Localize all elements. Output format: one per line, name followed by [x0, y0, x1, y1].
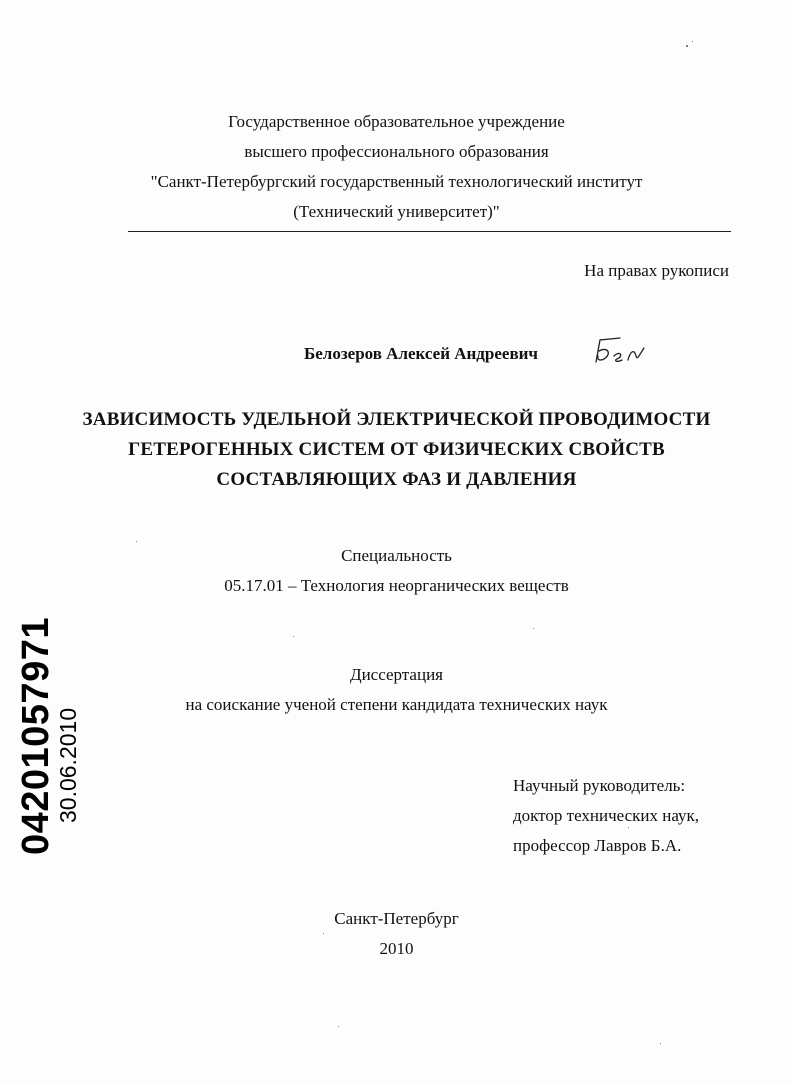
institution-line-1: Государственное образовательное учреждение [228, 112, 565, 131]
title-line-1: ЗАВИСИМОСТЬ УДЕЛЬНОЙ ЭЛЕКТРИЧЕСКОЙ ПРОВОДИМОСТИ [82, 409, 711, 430]
institution-line-3: "Санкт-Петербургский государственный технологический институт [150, 172, 643, 191]
title-line-3: СОСТАВЛЯЮЩИХ ФАЗ И ДАВЛЕНИЯ [216, 469, 577, 490]
dissertation-label: Диссертация [349, 665, 443, 684]
header-divider [128, 231, 731, 232]
scan-speck [628, 827, 629, 828]
scan-speck [338, 1026, 339, 1027]
specialty-label: Специальность [341, 546, 452, 565]
scan-speck [136, 541, 137, 542]
supervisor-degree: доктор технических наук, [513, 806, 700, 825]
handwritten-signature [590, 334, 650, 368]
institution-line-4: (Технический университет)" [293, 202, 500, 221]
library-stamp-code: 04201057971 [15, 617, 57, 855]
library-stamp-date: 30.06.2010 [55, 707, 81, 823]
year: 2010 [379, 939, 414, 958]
scan-speck [293, 636, 294, 637]
supervisor-name: профессор Лавров Б.А. [513, 836, 682, 855]
scan-speck [692, 41, 693, 42]
scan-speck [660, 1043, 661, 1044]
title-line-2: ГЕТЕРОГЕННЫХ СИСТЕМ ОТ ФИЗИЧЕСКИХ СВОЙСТВ [128, 439, 665, 460]
place: Санкт-Петербург [334, 909, 459, 928]
dissertation-purpose: на соискание ученой степени кандидата технических наук [185, 695, 608, 714]
supervisor-label: Научный руководитель: [513, 776, 686, 795]
scan-speck [323, 933, 324, 934]
institution-line-2: высшего профессионального образования [244, 142, 549, 161]
author-name: Белозеров Алексей Андреевич [304, 344, 539, 363]
rights-note: На правах рукописи [584, 261, 729, 280]
scan-speck [686, 45, 688, 47]
specialty-value: 05.17.01 – Технология неорганических веществ [224, 576, 569, 595]
scan-speck [533, 628, 534, 629]
